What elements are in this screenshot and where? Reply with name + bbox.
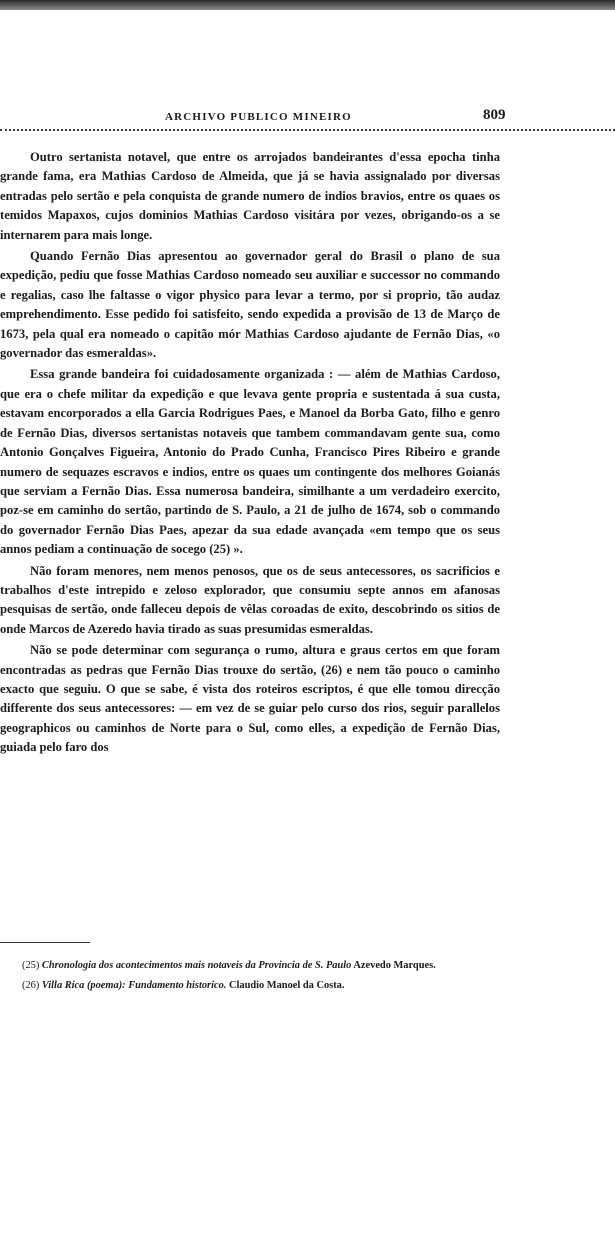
footnote-author: Azevedo Marques. xyxy=(353,960,436,971)
footnote xyxy=(0,957,505,975)
header-divider xyxy=(0,129,615,131)
footnotes xyxy=(0,957,505,997)
footnote-marker: (26) xyxy=(22,980,40,991)
footnote-author: Claudio Manoel da Costa. xyxy=(228,980,345,991)
paragraph: Essa grande bandeira foi cuidadosamente organizada : — além de Mathias Cardoso, que era o chefe militar da expedição e que levava gente propria e sustentada á sua custa, estavam encorporados a ella Garcia Rodrigues Paes, e Manoel da Borba Gato, filho e genro de Fernão Dias, diversos sertanistas notaveis que tambem commandavam gente sua, como Antonio Gonçalves Figueira, Antonio do Prado Cunha, Francisco Pires Ribeiro e grande numero de sequazes escravos e indios, entre os quaes um contingente dos melhores Goianás que serviam a Fernão Dias. Essa numerosa bandeira, similhante a um verdadeiro exercito, poz-se em caminho do sertão, partindo de S. Paulo, a 21 de julho de 1674, sob o commando do governador Fernão Dias Paes, apezar da sua edade avançada «em tempo que os seus annos pediam a continuação de socego (25) ». xyxy=(0,367,500,557)
footnote xyxy=(0,977,505,995)
footnote-work-title: Chronologia dos acontecimentos mais notaveis da Provincia de S. Paulo xyxy=(41,960,352,971)
footnote-work-title: Villa Rica (poema): Fundamento historico. xyxy=(41,980,227,991)
paragraph: Não se pode determinar com segurança o rumo, altura e graus certos em que foram encontradas as pedras que Fernão Dias trouxe do sertão, (26) e nem tão pouco o caminho exacto que seguiu. O que se sabe, é vista dos roteiros escriptos, é que elle tomou direcção differente dos seus antecessores: — em vez de se guiar pelo curso dos rios, seguir parallelos geographicos ou caminhos de Norte para o Sul, como elles, a expedição de Fernão Dias, guiada pelo faro dos xyxy=(0,643,500,755)
page-top-edge xyxy=(0,0,615,10)
page-number: 809 xyxy=(483,107,506,123)
page-header xyxy=(0,107,615,131)
paragraph: Outro sertanista notavel, que entre os arrojados bandeirantes d'essa epocha tinha grande fama, era Mathias Cardoso de Almeida, que já se havia assignalado por diversas entradas pelo sertão e pela conquista de grande numero de indios bravios, entre os quaes os temidos Mapaxos, cujos dominios Mathias Cardoso visitára por vezes, obrigando-os a se internarem para mais longe. xyxy=(0,150,500,242)
body-text xyxy=(0,148,500,760)
footnote-marker: (25) xyxy=(22,960,40,971)
paragraph: Quando Fernão Dias apresentou ao governador geral do Brasil o plano de sua expedição, pediu que fosse Mathias Cardoso nomeado seu auxiliar e successor no commando e regalias, caso lhe faltasse o vigor physico para levar a termo, por si proprio, tão audaz emprehendimento. Esse pedido foi satisfeito, sendo expedida a provisão de 13 de Março de 1673, pela qual era nomeado o capitão mór Mathias Cardoso ajudante de Fernão Dias, «o governador das esmeraldas». xyxy=(0,249,500,361)
running-title: ARCHIVO PUBLICO MINEIRO xyxy=(165,111,352,123)
footnote-divider xyxy=(0,942,90,943)
paragraph: Não foram menores, nem menos penosos, que os de seus antecessores, os sacrificios e trabalhos d'este intrepido e zeloso explorador, que consumiu septe annos em afanosas pesquisas de sertão, onde falleceu depois de vêlas coroadas de exito, descobrindo os sitios de onde Marcos de Azeredo havia tirado as suas presumidas esmeraldas. xyxy=(0,563,500,636)
